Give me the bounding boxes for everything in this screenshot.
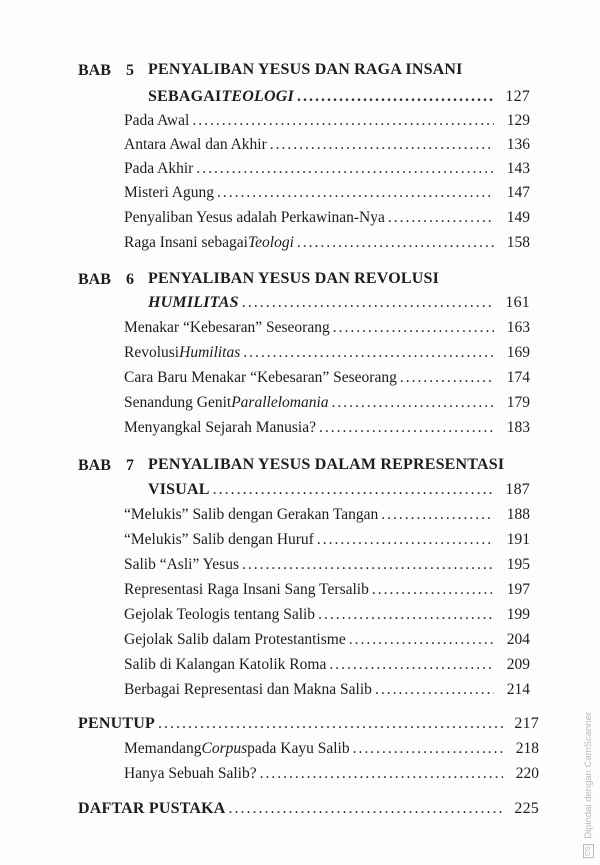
camscanner-watermark: CS Dipindai dengan CamScanner [583, 712, 594, 857]
chapter-title-line2[interactable]: VISUAL ..... 187 [148, 482, 530, 498]
camscanner-logo-icon: CS [585, 846, 592, 857]
chapter-title-line2[interactable]: SEBAGAI TEOLOGI ..... 127 [148, 89, 530, 105]
chapter-title[interactable]: PENYALIBAN YESUS DAN REVOLUSI [148, 270, 440, 287]
toc-entry[interactable]: Penyaliban Yesus adalah Perkawinan-Nya ..... 149 [124, 210, 530, 226]
penutup-entry[interactable]: PENUTUP ..... 217 [78, 716, 539, 732]
toc-entry[interactable]: Antara Awal dan Akhir ..... 136 [124, 137, 530, 153]
toc-entry[interactable]: Raga Insani sebagai Teologi ..... 158 [124, 235, 530, 251]
chapter-title[interactable]: PENYALIBAN YESUS DAN RAGA INSANI [148, 61, 463, 78]
toc-entry[interactable]: Pada Akhir ..... 143 [124, 161, 530, 177]
toc-entry[interactable]: Representasi Raga Insani Sang Tersalib ..... 197 [124, 582, 530, 598]
toc-entry[interactable]: Gejolak Salib dalam Protestantisme ..... 204 [124, 632, 530, 648]
chapter-label: BAB [78, 457, 111, 474]
toc-entry[interactable]: Cara Baru Menakar “Kebesaran” Seseorang ..... 174 [124, 370, 530, 386]
daftar-pustaka-entry[interactable]: DAFTAR PUSTAKA ..... 225 [78, 801, 539, 817]
leader-dots [297, 89, 494, 105]
toc-entry[interactable]: Pada Awal ..... 129 [124, 113, 530, 129]
toc-entry[interactable]: Memandang Corpus pada Kayu Salib ..... 218 [124, 741, 539, 757]
chapter-number: 5 [126, 62, 134, 79]
toc-entry[interactable]: Hanya Sebuah Salib? ..... 220 [124, 766, 539, 782]
toc-entry[interactable]: Menyangkal Sejarah Manusia? ..... 183 [124, 420, 530, 436]
toc-entry[interactable]: “Melukis” Salib dengan Gerakan Tangan ..... 188 [124, 507, 530, 523]
toc-entry[interactable]: Menakar “Kebesaran” Seseorang ..... 163 [124, 320, 530, 336]
toc-entry[interactable]: Salib di Kalangan Katolik Roma ..... 209 [124, 657, 530, 673]
toc-entry[interactable]: Salib “Asli” Yesus ..... 195 [124, 557, 530, 573]
chapter-label: BAB [78, 62, 111, 79]
toc-entry[interactable]: Gejolak Teologis tentang Salib ..... 199 [124, 607, 530, 623]
chapter-number: 7 [126, 457, 134, 474]
toc-entry[interactable]: Misteri Agung ..... 147 [124, 185, 530, 201]
chapter-number: 6 [126, 271, 134, 288]
chapter-label: BAB [78, 271, 111, 288]
page-number: 127 [505, 88, 530, 105]
chapter-title[interactable]: PENYALIBAN YESUS DALAM REPRESENTASI [148, 456, 505, 473]
chapter-title-line2[interactable]: HUMILITAS ..... 161 [148, 295, 530, 311]
toc-entry[interactable]: Revolusi Humilitas ..... 169 [124, 345, 530, 361]
toc-entry[interactable]: Berbagai Representasi dan Makna Salib ..... 214 [124, 682, 530, 698]
toc-entry[interactable]: “Melukis” Salib dengan Huruf ..... 191 [124, 532, 530, 548]
toc-entry[interactable]: Senandung Genit Parallelomania ..... 179 [124, 395, 530, 411]
